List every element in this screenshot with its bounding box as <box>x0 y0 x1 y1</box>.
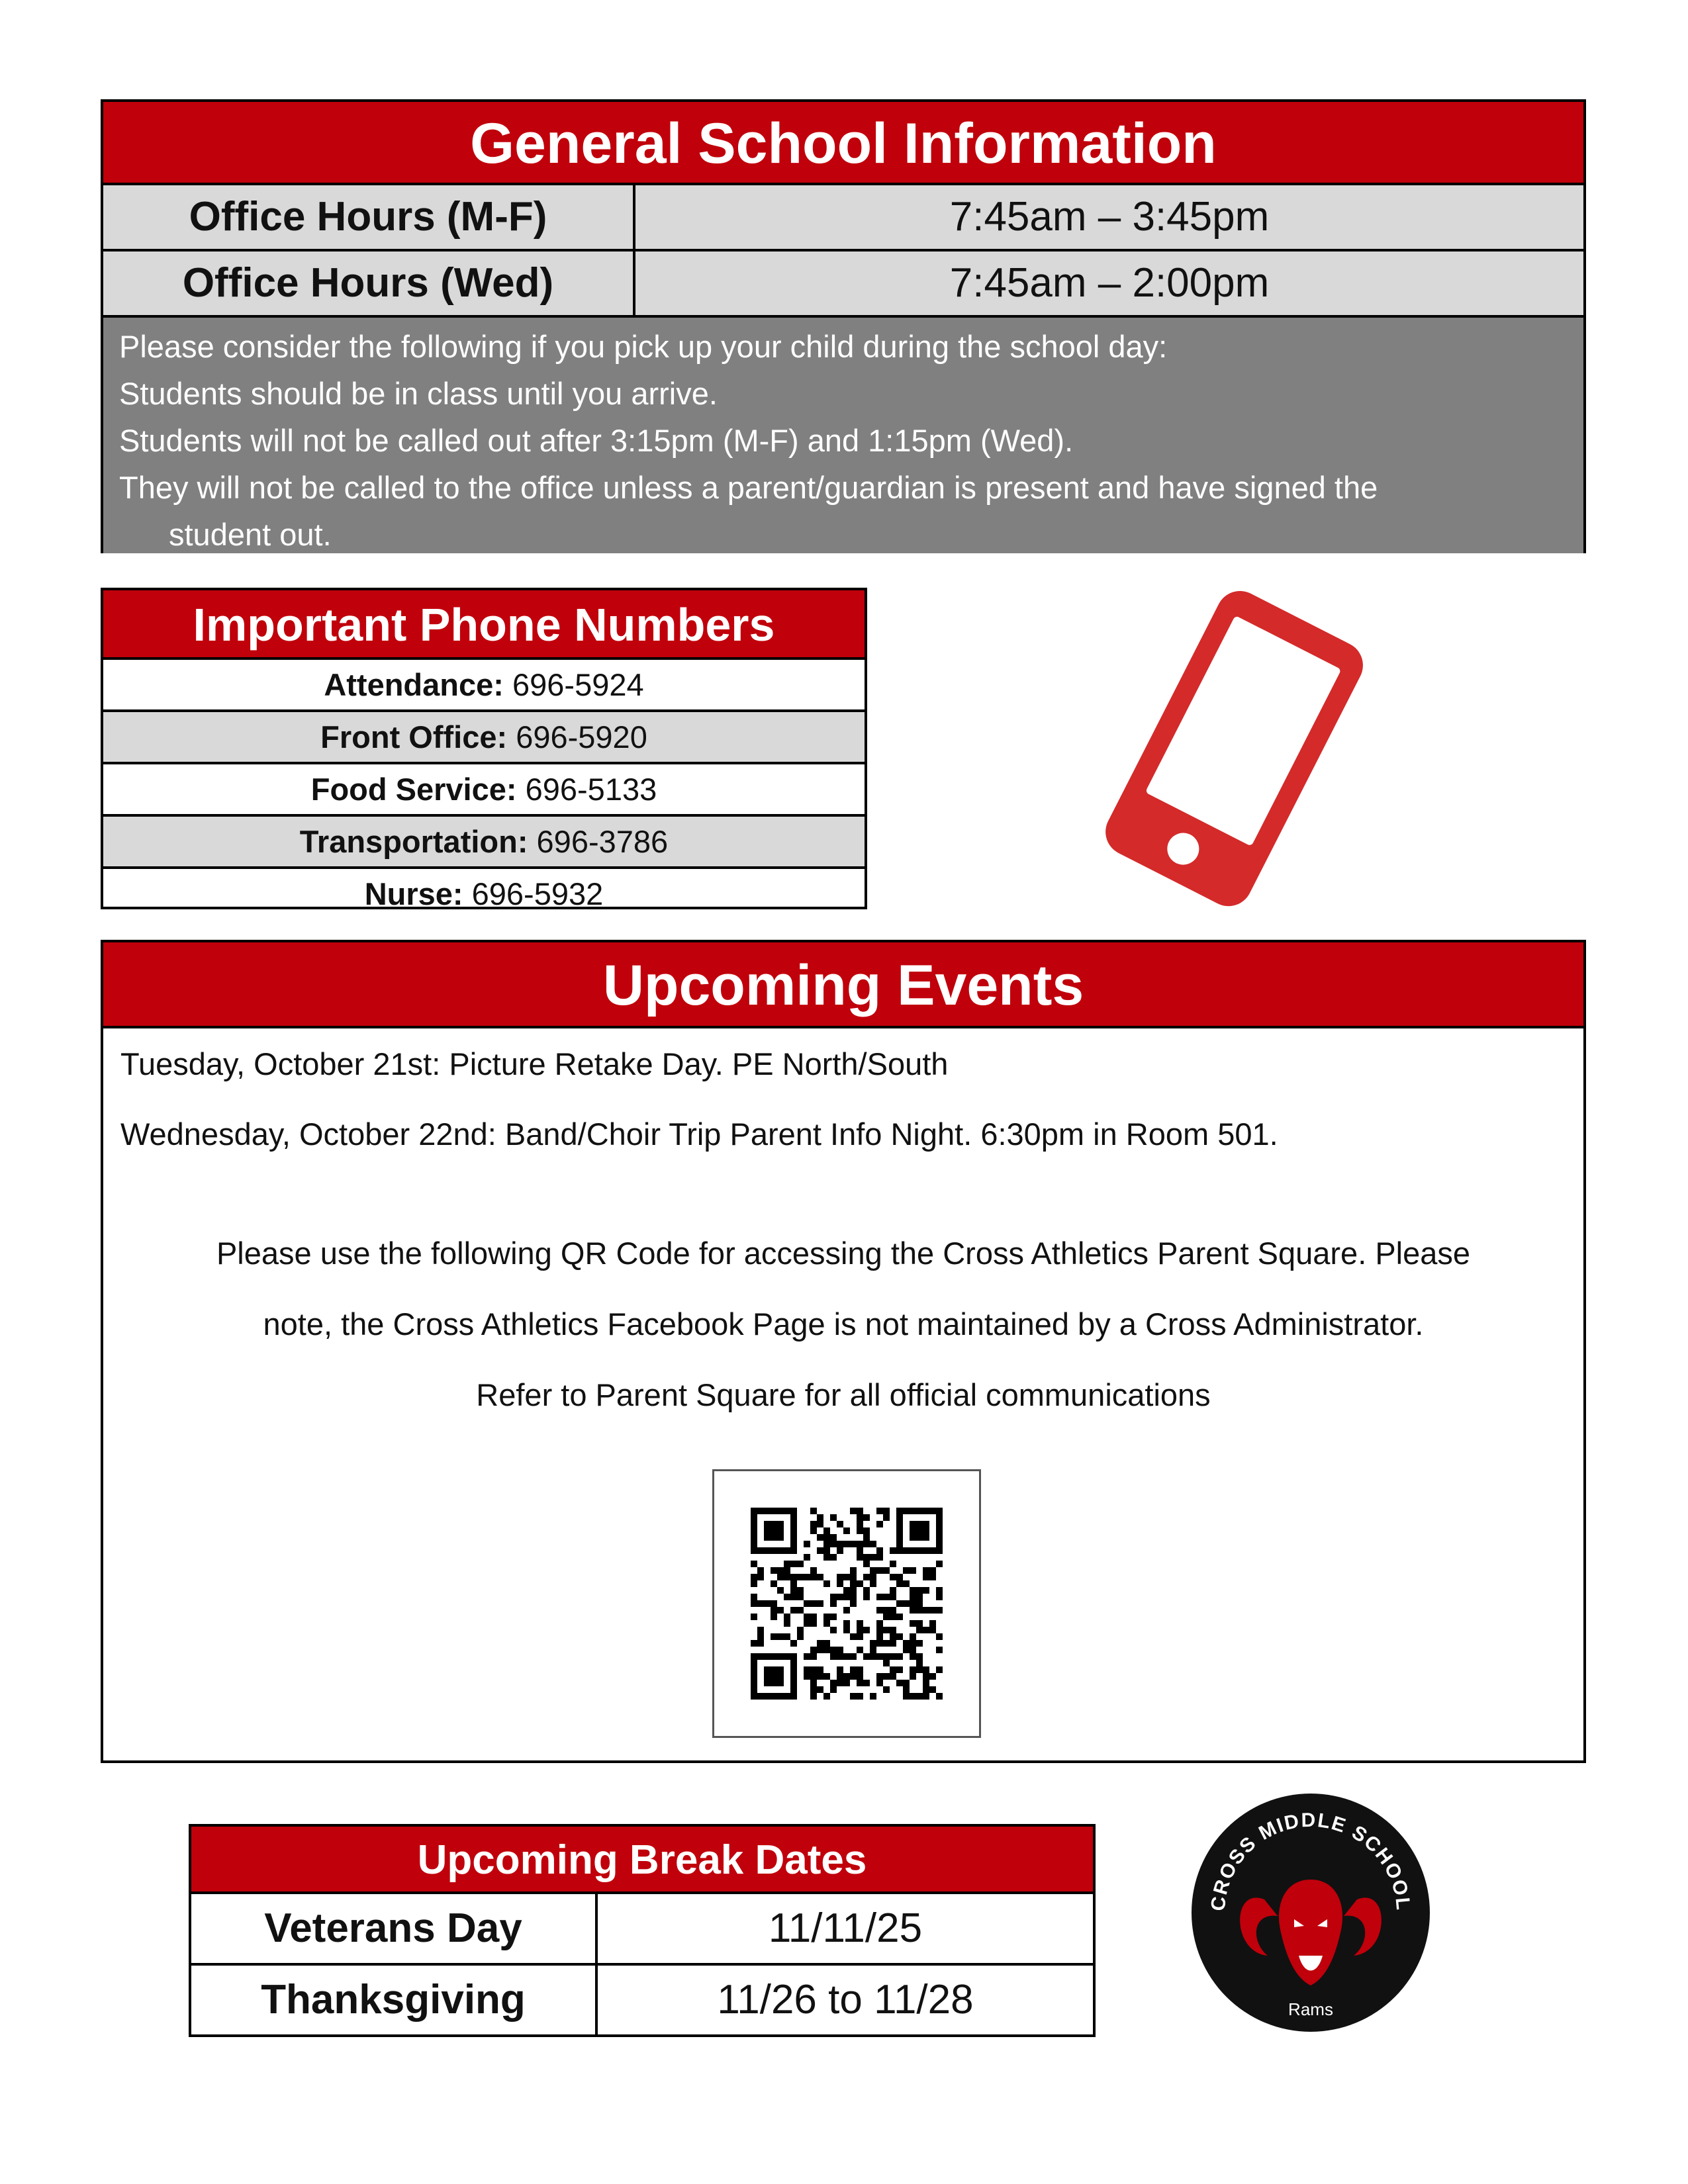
pickup-note: They will not be called to the office unless a parent/guardian is present and have signed the <box>119 470 1378 505</box>
qr-code-frame[interactable] <box>712 1469 981 1738</box>
smartphone-icon <box>1086 589 1377 920</box>
office-hours-label: Office Hours (M-F) <box>103 185 635 249</box>
phone-row <box>103 764 865 817</box>
phone-number: 696-5924 <box>512 667 644 702</box>
phone-label: Attendance: <box>324 667 504 702</box>
phone-row <box>103 817 865 869</box>
upcoming-events-title: Upcoming Events <box>103 942 1583 1028</box>
qr-instruction-line: note, the Cross Athletics Facebook Page is not maintained by a Cross Administrator. <box>263 1306 1424 1342</box>
phone-label: Front Office: <box>320 719 508 754</box>
qr-instruction-line: Refer to Parent Square for all official communications <box>476 1377 1211 1412</box>
phone-label: Transportation: <box>299 824 528 859</box>
office-hours-label: Office Hours (Wed) <box>103 251 635 315</box>
qr-instruction-line: Please use the following QR Code for accessing the Cross Athletics Parent Square. Please <box>216 1236 1471 1271</box>
break-dates-title: Upcoming Break Dates <box>191 1827 1093 1894</box>
event-item: Tuesday, October 21st: Picture Retake Day. PE North/South <box>120 1046 949 1081</box>
phone-label: Food Service: <box>310 772 517 807</box>
qr-instructions <box>103 1218 1583 1430</box>
phone-number: 696-5133 <box>525 772 657 807</box>
logo-mascot-name: Rams <box>1288 1999 1333 2019</box>
break-row <box>191 1894 1093 1966</box>
phone-numbers-title: Important Phone Numbers <box>103 590 865 660</box>
break-row <box>191 1966 1093 2034</box>
break-dates-panel <box>189 1824 1096 2037</box>
break-date: 11/26 to 11/28 <box>717 1977 974 2023</box>
office-hours-row <box>103 185 1583 251</box>
phone-label: Nurse: <box>364 876 463 911</box>
qr-code-icon[interactable] <box>714 1471 979 1736</box>
logo-school-name: CROSS MIDDLE SCHOOL <box>1207 1809 1415 1912</box>
phone-numbers-panel <box>101 588 867 909</box>
phone-number: 696-3786 <box>536 824 669 859</box>
upcoming-events-panel <box>101 940 1586 1763</box>
event-item: Wednesday, October 22nd: Band/Choir Trip Parent Info Night. 6:30pm in Room 501. <box>120 1116 1278 1152</box>
phone-number: 696-5932 <box>471 876 604 911</box>
office-hours-row <box>103 251 1583 318</box>
pickup-note: Students will not be called out after 3:15pm (M-F) and 1:15pm (Wed). <box>119 423 1074 458</box>
break-date: 11/11/25 <box>768 1905 923 1951</box>
phone-row <box>103 869 865 919</box>
pickup-note: Please consider the following if you pick up your child during the school day: <box>119 329 1168 364</box>
office-hours-value: 7:45am – 2:00pm <box>949 260 1270 306</box>
school-logo <box>1185 1787 1436 2038</box>
break-label: Veterans Day <box>191 1894 598 1963</box>
general-info-panel <box>101 99 1586 553</box>
pickup-notes <box>103 318 1583 553</box>
phone-row <box>103 660 865 712</box>
general-info-title: General School Information <box>103 102 1583 185</box>
break-label: Thanksgiving <box>191 1966 598 2034</box>
office-hours-value: 7:45am – 3:45pm <box>949 194 1270 240</box>
pickup-note: student out. <box>169 517 332 552</box>
phone-number: 696-5920 <box>516 719 647 754</box>
pickup-note: Students should be in class until you arrive. <box>119 376 718 411</box>
phone-row <box>103 712 865 764</box>
